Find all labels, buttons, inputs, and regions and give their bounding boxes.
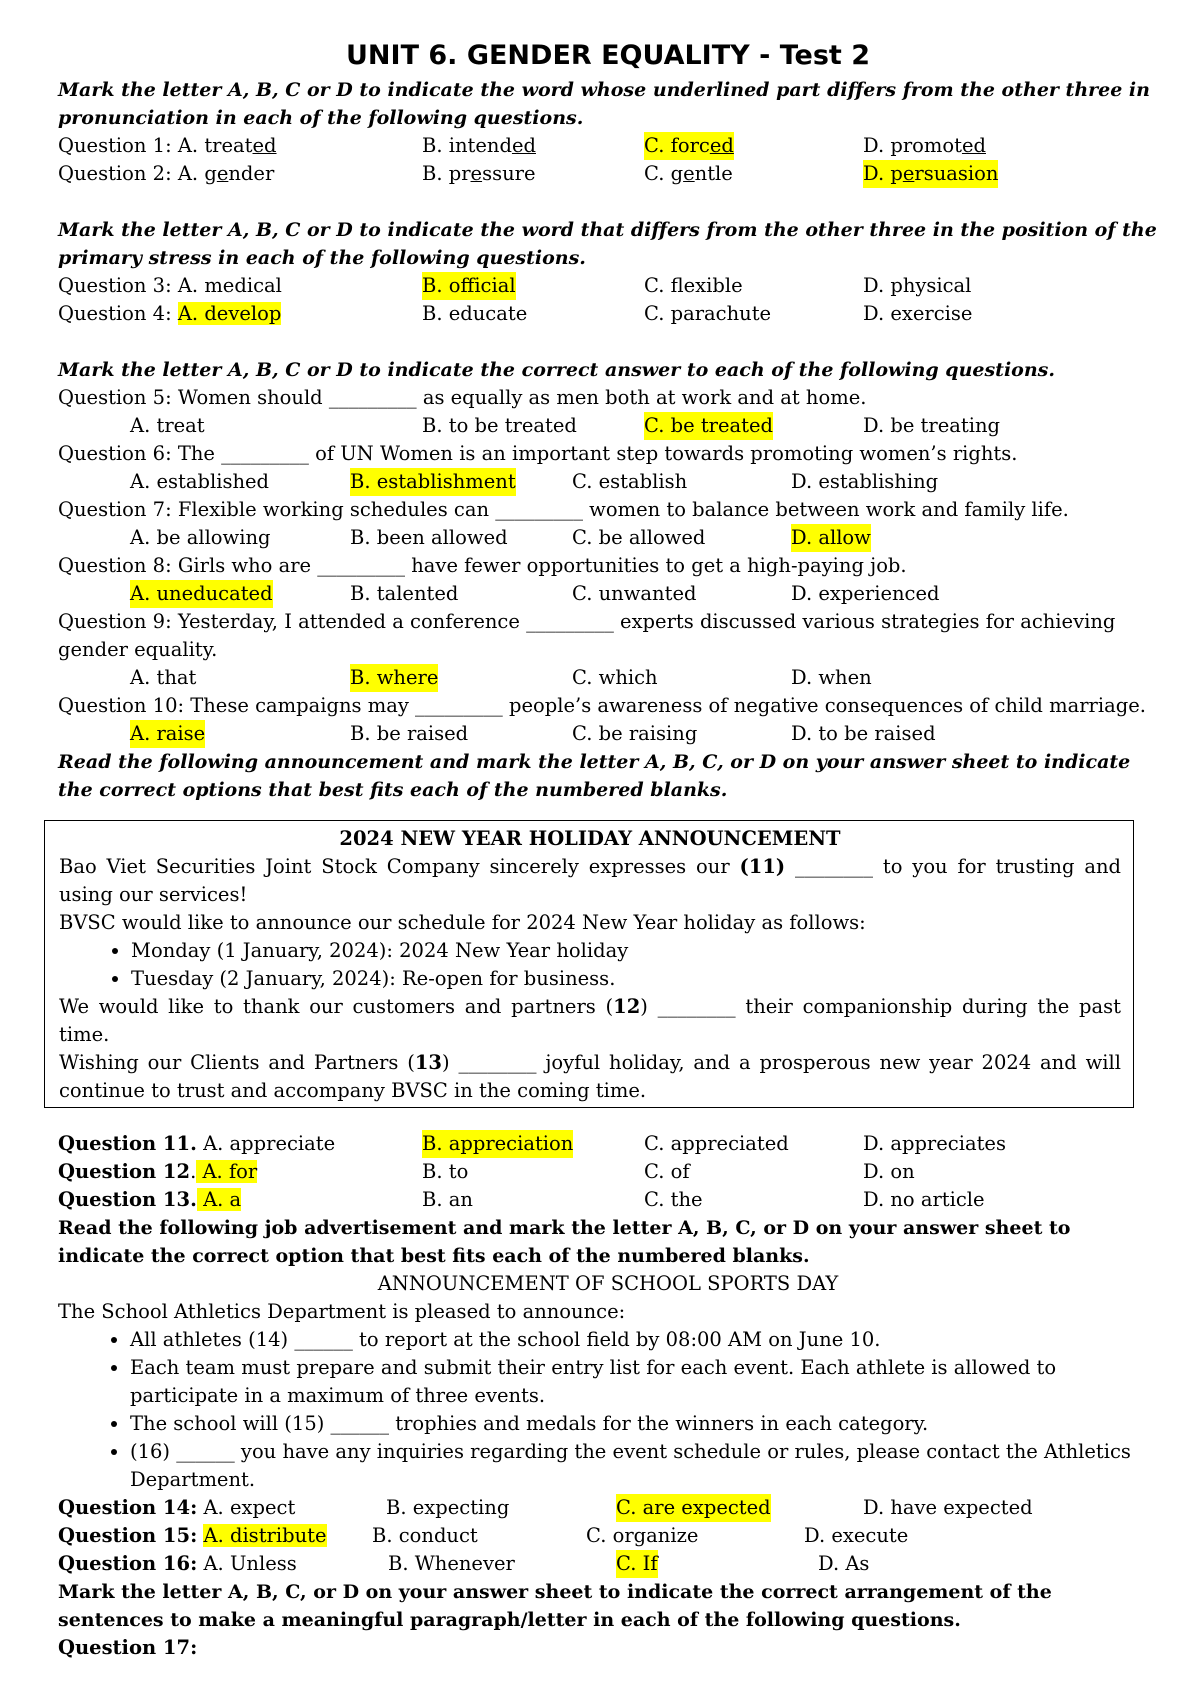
list-item: • All athletes (14) ______ to report at the school field by 08:00 AM on June 10. [130,1326,1158,1354]
question-11: Question 11. A. appreciate B. appreciation C. appreciated D. appreciates [58,1130,1158,1158]
instruction-correct-answer: Mark the letter A, B, C or D to indicate the correct answer to each of the following questions. [58,359,1055,381]
question-2: Question 2: A. gender B. pressure C. gentle D. persuasion [58,160,1158,188]
announcement-bullets [59,937,1121,993]
question-4: Question 4: A. develop B. educate C. parachute D. exercise [58,302,973,325]
question-9-stem: Question 9: Yesterday, I attended a conference _________ experts discussed various strategies for achieving [58,610,1116,633]
question-7-options: A. be allowing B. been allowed C. be allowed D. allow [58,524,1158,552]
sports-day-intro: The School Athletics Department is pleased to announce: [58,1300,626,1323]
sports-day-title: ANNOUNCEMENT OF SCHOOL SPORTS DAY [377,1272,839,1295]
question-15: Question 15: A. distribute B. conduct C. organize D. execute [58,1524,909,1547]
answer-highlight: C. forced [644,132,734,160]
list-item: • (16) ______ you have any inquiries regarding the event schedule or rules, please contact the Athletics Department. [130,1438,1158,1494]
answer-highlight: D. persuasion [863,160,998,188]
announcement-paragraph-3: We would like to thank our customers and partners (12) ________ their companionship during the past time. [59,995,1121,1046]
question-6-options: A. established B. establishment C. establish D. establishing [58,468,1158,496]
question-9-options: A. that B. where C. which D. when [58,664,1158,692]
list-item: • Each team must prepare and submit their entry list for each event. Each athlete is allowed to participate in a maximum of three events. [130,1354,1158,1410]
question-5-options: A. treat B. to be treated C. be treated D. be treating [58,412,1158,440]
instruction-arrangement: Mark the letter A, B, C, or D on your answer sheet to indicate the correct arrangement of the sentences to make a meaningful paragraph/letter in each of the following questions. [58,1581,1052,1631]
question-10-stem: Question 10: These campaigns may _________ people’s awareness of negative consequences of child marriage. [58,694,1146,717]
question-10-options: A. raise B. be raised C. be raising D. to be raised [58,720,1158,748]
question-16: Question 16: A. Unless B. Whenever C. If D. As [58,1550,1158,1578]
list-item: • Tuesday (2 January, 2024): Re-open for business. [131,965,1121,993]
instruction-job-advertisement: Read the following job advertisement and mark the letter A, B, C, or D on your answer sheet to indicate the correct option that best fits each of the numbered blanks. [58,1217,1071,1267]
question-7-stem: Question 7: Flexible working schedules can _________ women to balance between work and family life. [58,498,1069,521]
page-title: UNIT 6. GENDER EQUALITY - Test 2 [346,40,870,71]
announcement-paragraph-2: BVSC would like to announce our schedule for 2024 New Year holiday as follows: [59,911,866,934]
instruction-stress: Mark the letter A, B, C or D to indicate the word that differs from the other three in the position of the primary stress in each of the following questions. [58,219,1157,269]
instruction-announcement: Read the following announcement and mark the letter A, B, C, or D on your answer sheet to indicate the correct options that best fits each of the numbered blanks. [58,751,1131,801]
instruction-pronunciation: Mark the letter A, B, C or D to indicate the word whose underlined part differs from the other three in pronunciation in each of the following questions. [58,79,1150,129]
question-1: Question 1: A. treated B. intended C. forced D. promoted [58,132,1158,160]
sports-day-bullets [58,1326,1158,1494]
question-8-options: A. uneducated B. talented C. unwanted D. experienced [58,580,1158,608]
question-13: Question 13. A. a B. an C. the D. no article [58,1188,985,1211]
question-6-stem: Question 6: The _________ of UN Women is an important step towards promoting women’s rights. [58,442,1018,465]
announcement-title: 2024 NEW YEAR HOLIDAY ANNOUNCEMENT [339,827,841,850]
list-item: • The school will (15) ______ trophies and medals for the winners in each category. [130,1410,1158,1438]
question-14: Question 14: A. expect B. expecting C. are expected D. have expected [58,1494,1158,1522]
question-17: Question 17: [58,1636,198,1659]
question-5-stem: Question 5: Women should _________ as equally as men both at work and at home. [58,386,867,409]
question-8-stem: Question 8: Girls who are _________ have fewer opportunities to get a high-paying job. [58,554,907,577]
question-3: Question 3: A. medical B. official C. flexible D. physical [58,272,1158,300]
announcement-paragraph-4: Wishing our Clients and Partners (13) ________ joyful holiday, and a prosperous new year 2024 and will continue to trust and accompany BVSC in the coming time. [59,1051,1122,1102]
question-12: Question 12. A. for B. to C. of D. on [58,1160,915,1183]
announcement-paragraph-1: Bao Viet Securities Joint Stock Company sincerely expresses our (11) ________ to you for trusting and using our services! [59,855,1121,906]
document-page [58,38,1158,1662]
announcement-box [44,820,1134,1108]
list-item: • Monday (1 January, 2024): 2024 New Year holiday [131,937,1121,965]
question-9-stem-cont: gender equality. [58,638,218,661]
